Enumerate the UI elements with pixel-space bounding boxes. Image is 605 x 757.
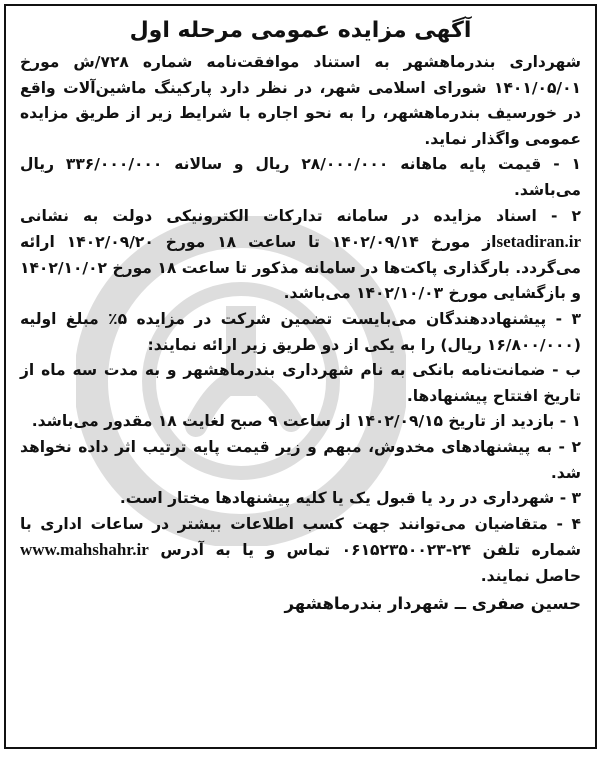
signature: حسین صفری ــ شهردار بندرماهشهر bbox=[284, 594, 581, 614]
condition-guarantee: ۳ - پیشنهاددهندگان می‌بایست تضمین شرکت در مزایده ۵٪ مبلغ اولیه (۱۶/۸۰۰/۰۰۰ ریال) را به یکی از دو طریق زیر ارائه نمایند: bbox=[20, 309, 581, 354]
documents-text: ۲ - اسناد مزایده در سامانه تدارکات الکترونیکی دولت به نشانی bbox=[20, 206, 581, 225]
condition-documents bbox=[20, 204, 581, 307]
notice-body bbox=[20, 14, 581, 617]
condition-invalid-bids: ۲ - به پیشنهادهای مخدوش، مبهم و زیر قیمت پایه ترتیب اثر داده نخواهد شد. bbox=[20, 437, 581, 482]
condition-contact bbox=[20, 512, 581, 590]
contact-end: حاصل نمایند. bbox=[480, 566, 581, 585]
notice-title: آگهی مزایده عمومی مرحله اول bbox=[129, 18, 472, 43]
condition-visit: ۱ - بازدید از تاریخ ۱۴۰۲/۰۹/۱۵ از ساعت ۹ صبح لغایت ۱۸ مقدور می‌باشد. bbox=[31, 412, 581, 431]
website-link[interactable]: www.mahshahr.ir bbox=[20, 540, 149, 560]
setadiran-link[interactable]: setadiran.ir bbox=[496, 232, 582, 252]
condition-municipality-rights: ۳ - شهرداری در رد یا قبول یک یا کلیه پیشنهادها مختار است. bbox=[119, 489, 581, 508]
documents-dates: از مورخ ۱۴۰۲/۰۹/۱۴ تا ساعت ۱۸ مورخ ۱۴۰۲/۰۹/۲۰ ارائه می‌گردد. بارگذاری پاکت‌ها در سامانه مذکور تا ساعت ۱۸ مورخ ۱۴۰۲/۱۰/۰۲ و بازگشایی مورخ ۱۴۰۲/۱۰/۰۳ می‌باشد. bbox=[20, 233, 582, 303]
condition-base-price: ۱ - قیمت پایه ماهانه ۲۸/۰۰۰/۰۰۰ ریال و سالانه ۳۳۶/۰۰۰/۰۰۰ ریال می‌باشد. bbox=[20, 155, 581, 199]
notice-intro: شهرداری بندرماهشهر به استناد موافقت‌نامه شماره ۷۲۸/ش مورخ ۱۴۰۱/۰۵/۰۱ شورای اسلامی شهر، در نظر دارد پارکینگ ماشین‌آلات واقع در خورسیف بندرماهشهر، را به نحو اجاره با شرایط زیر از طریق مزایده عمومی واگذار نماید. bbox=[20, 53, 582, 148]
notice-frame bbox=[4, 4, 597, 749]
guarantee-bank: ب - ضمانت‌نامه بانکی به نام شهرداری بندرماهشهر و به مدت سه ماه از تاریخ افتتاح پیشنهادها. bbox=[20, 361, 581, 405]
contact-text: ۴ - متقاضیان می‌توانند جهت کسب اطلاعات بیشتر در ساعات اداری با شماره تلفن ۲۴-۰۶۱۵۲۳۵۰۰۲۳ تماس و یا به آدرس bbox=[20, 514, 581, 560]
